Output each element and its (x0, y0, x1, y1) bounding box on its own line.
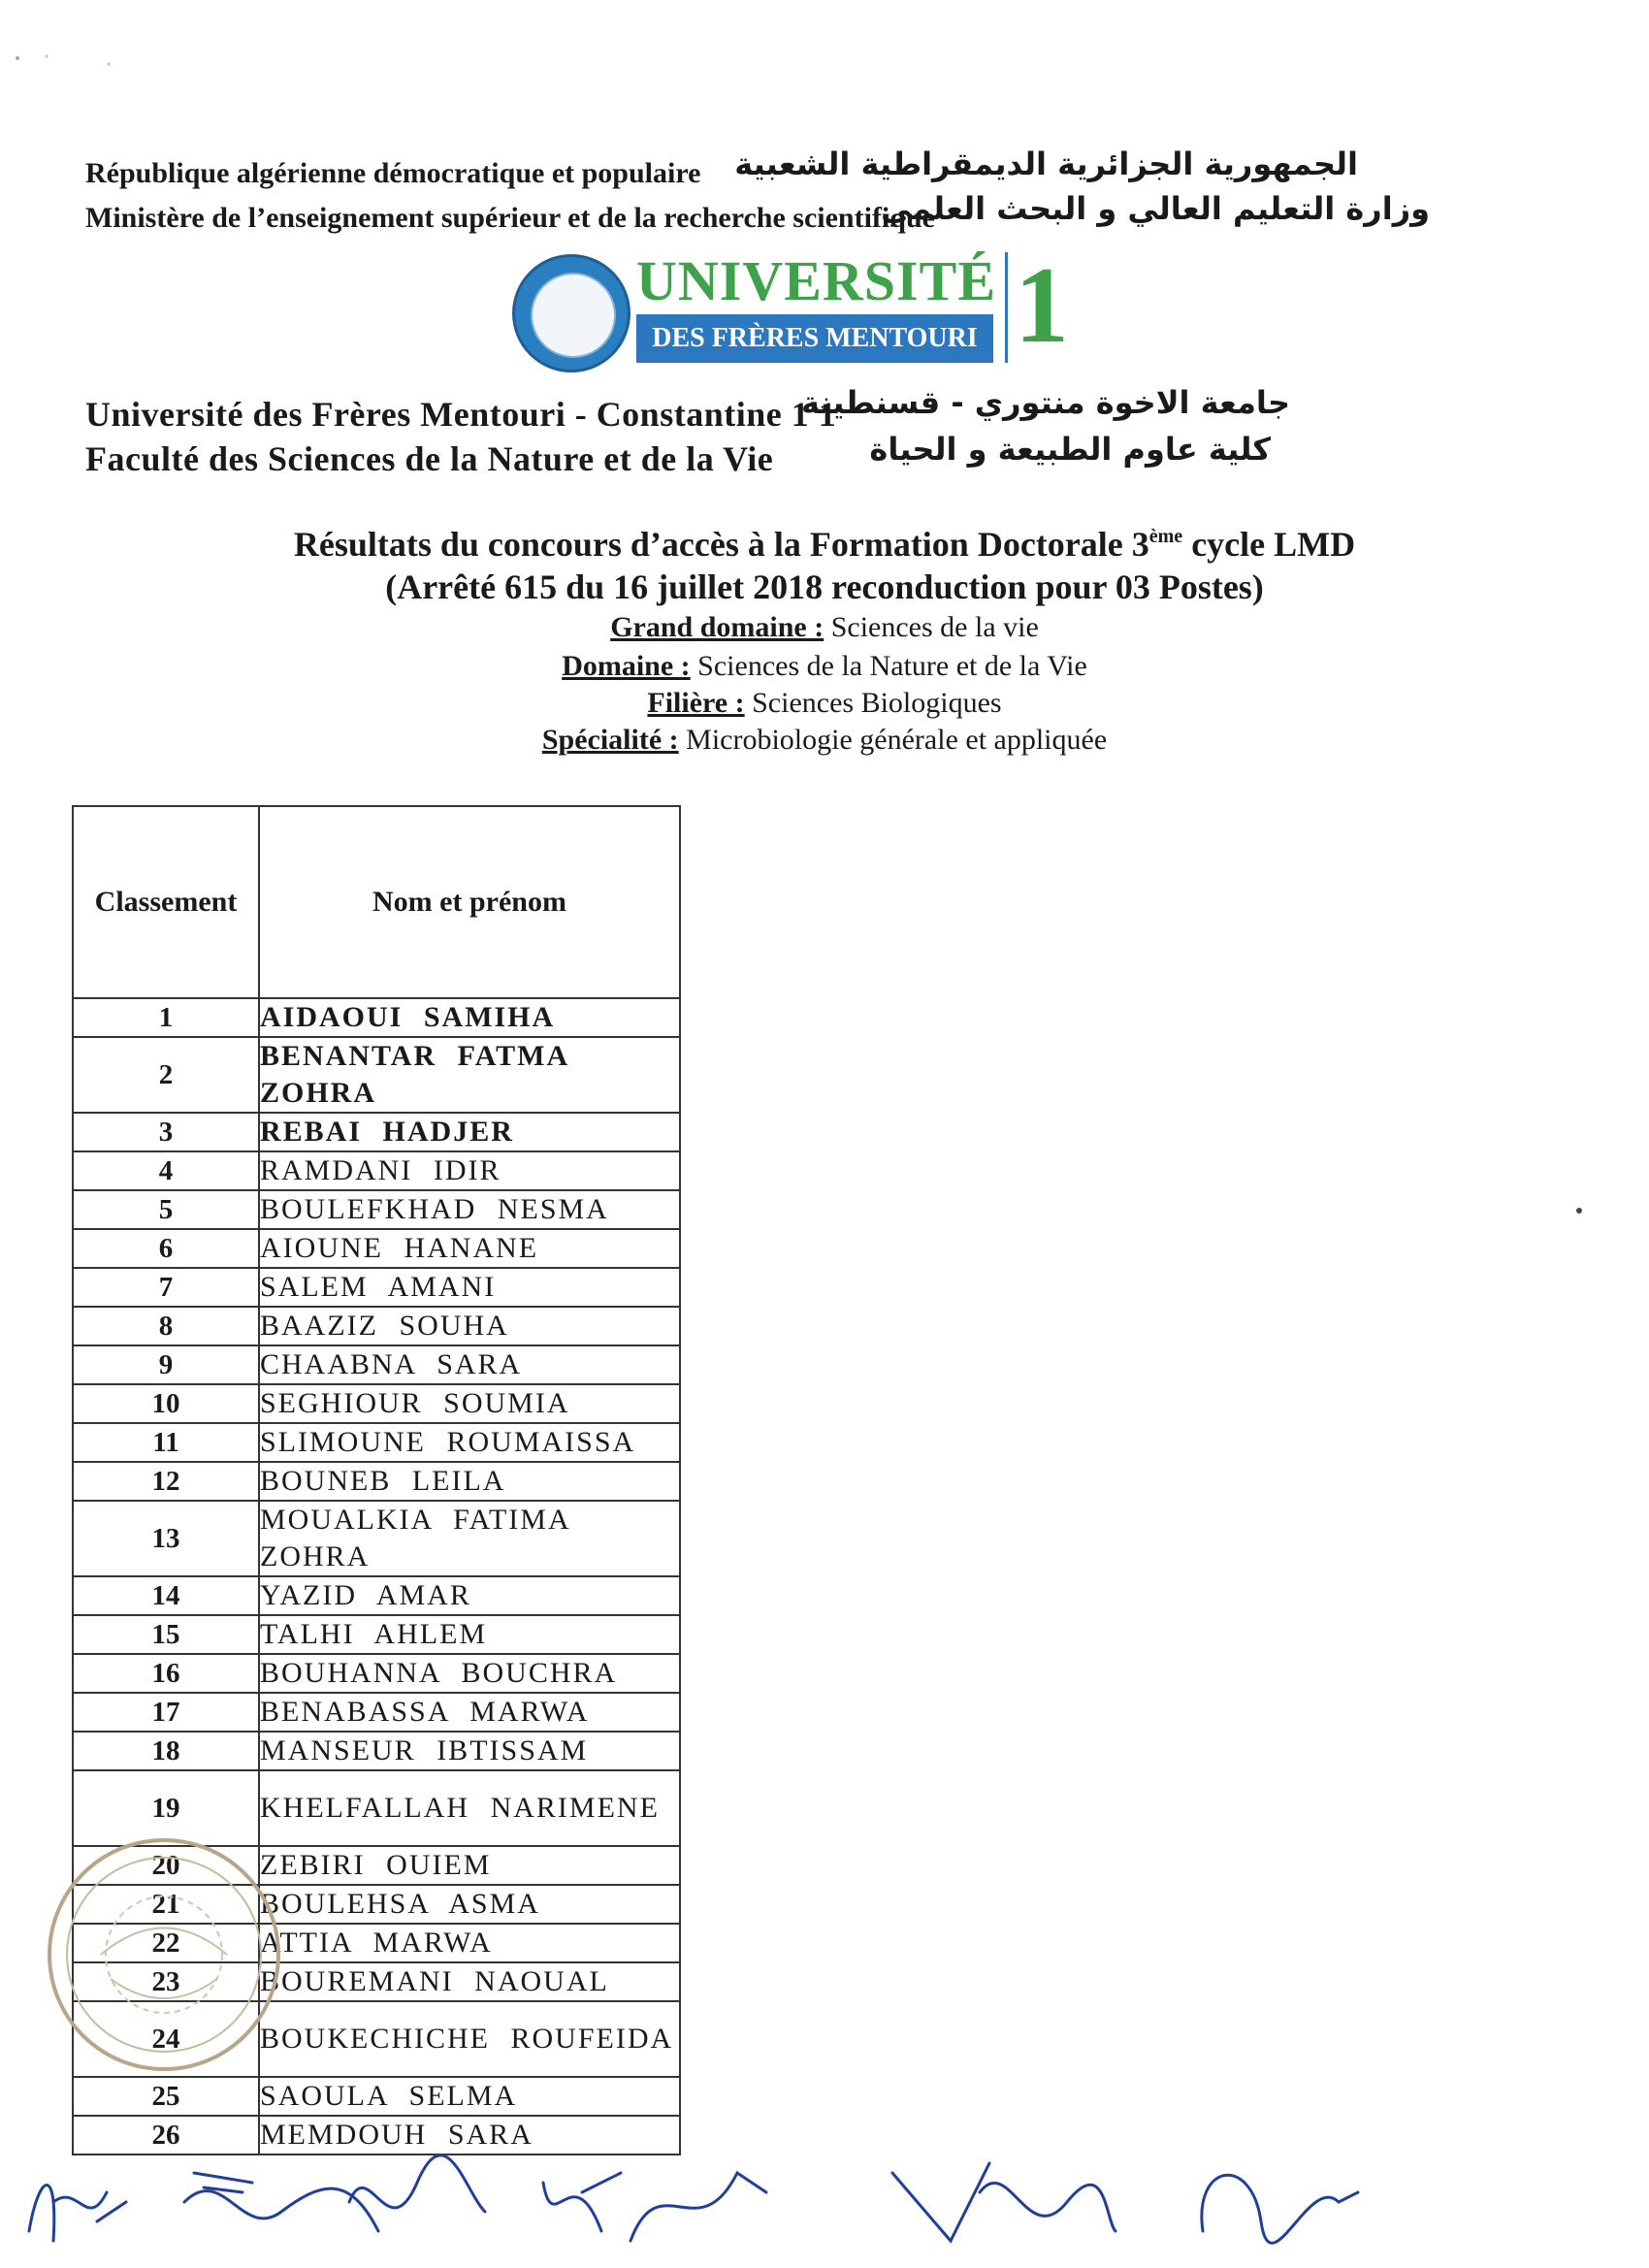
logo-divider (1005, 252, 1008, 363)
rank-cell: 3 (73, 1113, 259, 1151)
table-row (73, 1501, 680, 1576)
rank-cell: 4 (73, 1151, 259, 1190)
rank-cell: 15 (73, 1615, 259, 1654)
name-cell: ATTIA MARWA (259, 1924, 680, 1962)
name-cell: AIOUNE HANANE (259, 1229, 680, 1268)
name-cell: ZEBIRI OUIEM (259, 1846, 680, 1885)
rank-cell: 2 (73, 1037, 259, 1113)
name-cell: SAOULA SELMA (259, 2077, 680, 2116)
table-row (73, 1037, 680, 1113)
name-cell: SEGHIOUR SOUMIA (259, 1384, 680, 1423)
institution-university-ar: جامعة الاخوة منتوري - قسنطينة (800, 384, 1290, 421)
header-ministry-ar: وزارة التعليم العالي و البحث العلمي (881, 190, 1430, 227)
table-row (73, 1654, 680, 1693)
scan-speck (1571, 1203, 1587, 1218)
rank-cell: 1 (73, 998, 259, 1037)
header-ministry-fr: Ministère de l’enseignement supérieur et de la recherche scientifique (85, 202, 935, 234)
rank-cell: 13 (73, 1501, 259, 1576)
rank-cell: 20 (73, 1846, 259, 1885)
name-cell: RAMDANI IDIR (259, 1151, 680, 1190)
rank-cell: 25 (73, 2077, 259, 2116)
grand-domaine: Grand domaine : Sciences de la vie (610, 611, 1039, 643)
domaine: Domaine : Sciences de la Nature et de la Vie (562, 650, 1087, 682)
logo-number: 1 (1015, 245, 1069, 366)
filiere: Filière : Sciences Biologiques (647, 687, 1002, 719)
header-republic-fr: République algérienne démocratique et populaire (85, 157, 701, 189)
name-cell: AIDAOUI SAMIHA (259, 998, 680, 1037)
name-cell: MEMDOUH SARA (259, 2116, 680, 2155)
table-row (73, 1151, 680, 1190)
name-cell: BENABASSA MARWA (259, 1693, 680, 1732)
header-classement: Classement (73, 806, 259, 998)
table-row (73, 998, 680, 1037)
name-cell: MANSEUR IBTISSAM (259, 1732, 680, 1770)
name-cell: MOUALKIA FATIMA ZOHRA (259, 1501, 680, 1576)
table-row (73, 1693, 680, 1732)
rank-cell: 22 (73, 1924, 259, 1962)
rank-cell: 24 (73, 2001, 259, 2077)
table-row (73, 1268, 680, 1307)
name-cell: YAZID AMAR (259, 1576, 680, 1615)
table-row (73, 1307, 680, 1345)
table-row (73, 1113, 680, 1151)
name-cell: BOUHANNA BOUCHRA (259, 1654, 680, 1693)
name-cell: TALHI AHLEM (259, 1615, 680, 1654)
name-cell: SALEM AMANI (259, 1268, 680, 1307)
table-row (73, 2077, 680, 2116)
institution-faculty-fr: Faculté des Sciences de la Nature et de la Vie (85, 439, 774, 478)
rank-cell: 9 (73, 1345, 259, 1384)
name-cell: BOUKECHICHE ROUFEIDA (259, 2001, 680, 2077)
table-row (73, 1190, 680, 1229)
rank-cell: 21 (73, 1885, 259, 1924)
table-row (73, 1229, 680, 1268)
table-row (73, 1384, 680, 1423)
rank-cell: 23 (73, 1962, 259, 2001)
name-cell: REBAI HADJER (259, 1113, 680, 1151)
rank-cell: 11 (73, 1423, 259, 1462)
table-row (73, 1462, 680, 1501)
rank-cell: 19 (73, 1770, 259, 1846)
rank-cell: 14 (73, 1576, 259, 1615)
rank-cell: 8 (73, 1307, 259, 1345)
name-cell: SLIMOUNE ROUMAISSA (259, 1423, 680, 1462)
rank-cell: 6 (73, 1229, 259, 1268)
table-row (73, 1732, 680, 1770)
rank-cell: 5 (73, 1190, 259, 1229)
name-cell: BOULEHSA ASMA (259, 1885, 680, 1924)
name-cell: CHAABNA SARA (259, 1345, 680, 1384)
table-row (73, 1423, 680, 1462)
rank-cell: 16 (73, 1654, 259, 1693)
name-cell: BENANTAR FATMA ZOHRA (259, 1037, 680, 1113)
specialite: Spécialité : Microbiologie générale et appliquée (541, 724, 1108, 756)
table-header-row (73, 806, 680, 998)
rank-cell: 17 (73, 1693, 259, 1732)
rank-cell: 18 (73, 1732, 259, 1770)
rank-cell: 7 (73, 1268, 259, 1307)
header-nom-prenom: Nom et prénom (259, 806, 680, 998)
results-subtitle: (Arrêté 615 du 16 juillet 2018 reconduction pour 03 Postes) (385, 567, 1264, 606)
table-row (73, 1345, 680, 1384)
rank-cell: 10 (73, 1384, 259, 1423)
signatures (0, 2134, 1649, 2268)
rank-cell: 26 (73, 2116, 259, 2155)
name-cell: BOUNEB LEILA (259, 1462, 680, 1501)
name-cell: BOUREMANI NAOUAL (259, 1962, 680, 2001)
results-title: Résultats du concours d’accès à la Formation Doctorale 3ème cycle LMD (293, 525, 1356, 564)
name-cell: BAAZIZ SOUHA (259, 1307, 680, 1345)
scan-specks (0, 0, 1649, 78)
institution-faculty-ar: كلية عاوم الطبيعة و الحياة (869, 431, 1271, 468)
header-republic-ar: الجمهورية الجزائرية الديمقراطية الشعبية (734, 146, 1358, 182)
logo-wordmark: UNIVERSITÉ (636, 249, 996, 312)
logo-band: DES FRÈRES MENTOURI (636, 314, 993, 363)
table-row (73, 1576, 680, 1615)
university-seal-icon (512, 254, 630, 373)
name-cell: BOULEFKHAD NESMA (259, 1190, 680, 1229)
rank-cell: 12 (73, 1462, 259, 1501)
name-cell: KHELFALLAH NARIMENE (259, 1770, 680, 1846)
institution-university-fr: Université des Frères Mentouri - Constantine 1 1 (85, 395, 837, 434)
table-row (73, 1615, 680, 1654)
official-stamp (43, 1833, 285, 2076)
university-logo (512, 245, 1069, 374)
